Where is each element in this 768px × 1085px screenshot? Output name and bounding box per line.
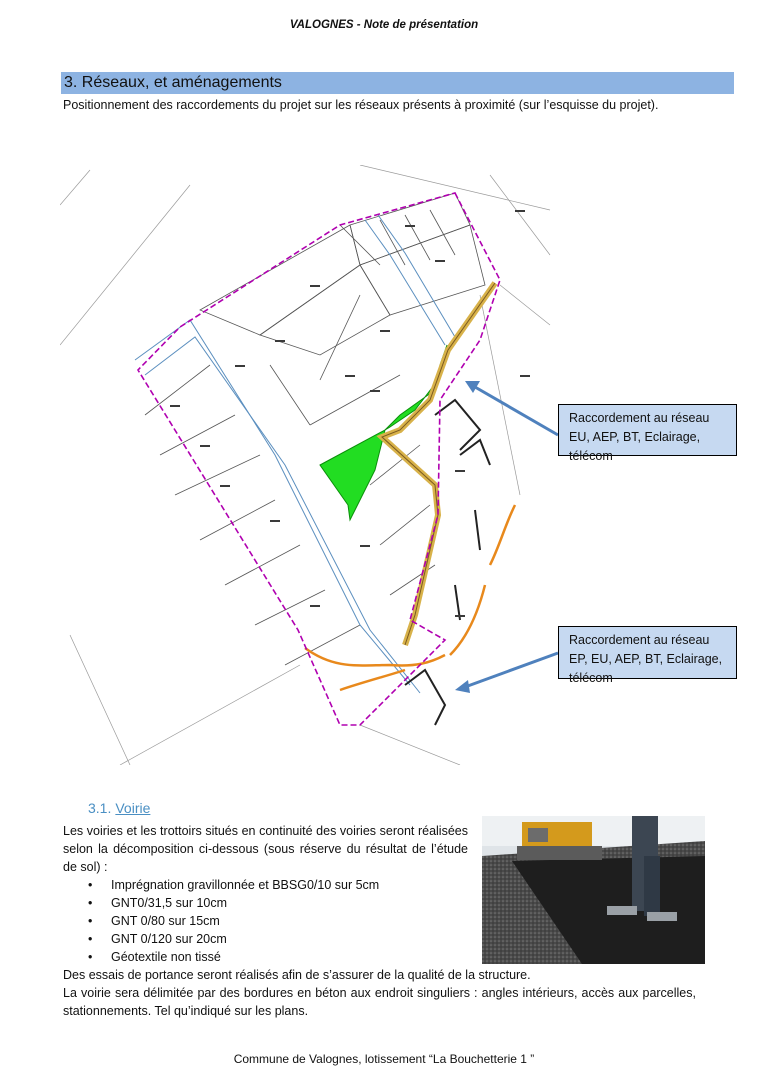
voirie-paragraph-2: Des essais de portance seront réalisés afin de s’assurer de la qualité de la structure. (63, 968, 531, 982)
voirie-layer-list (86, 876, 379, 966)
parcel-lines (145, 193, 485, 665)
list-item: • GNT 0/80 sur 15cm (86, 912, 379, 930)
neighbor-buildings (405, 400, 490, 725)
section-title: 3. Réseaux, et aménagements (61, 72, 734, 94)
page-footer: Commune de Valognes, lotissement “La Bouchetterie 1 ” (233, 1052, 535, 1066)
page-header: VALOGNES - Note de présentation (289, 19, 479, 31)
green-space (320, 430, 385, 520)
list-item: • Imprégnation gravillonnée et BBSG0/10 sur 5cm (86, 876, 379, 894)
parcel-labels (170, 210, 530, 617)
subsection-heading (88, 800, 150, 816)
callout-network-connection-1: Raccordement au réseau EU, AEP, BT, Eclairage, télécom (558, 404, 737, 456)
orange-networks (305, 505, 515, 690)
list-item: • GNT0/31,5 sur 10cm (86, 894, 379, 912)
voirie-paragraph-3: La voirie sera délimitée par des bordures en béton aux endroit singuliers : angles intérieurs, accès aux parcelles, stationnements. Tel qu’indiqué sur les plans. (63, 986, 696, 1018)
list-item: • Géotextile non tissé (86, 948, 379, 966)
road-edges (135, 215, 455, 693)
list-item: • GNT 0/120 sur 20cm (86, 930, 379, 948)
section-intro: Positionnement des raccordements du projet sur les réseaux présents à proximité (sur l’esquisse du projet). (63, 98, 659, 112)
subsection-title-link[interactable]: Voirie (115, 800, 151, 816)
subsection-number: 3.1. (88, 800, 112, 816)
voirie-paragraph: Les voiries et les trottoirs situés en continuité des voiries seront réalisées selon la décomposition ci-dessous (sous réserve du résultat de l’étude de sol) : (63, 824, 468, 874)
cadastral-lines (60, 165, 550, 765)
callout-network-connection-2: Raccordement au réseau EP, EU, AEP, BT, Eclairage, télécom (558, 626, 737, 679)
road-paving-photo (482, 816, 705, 964)
site-boundary (138, 193, 500, 725)
